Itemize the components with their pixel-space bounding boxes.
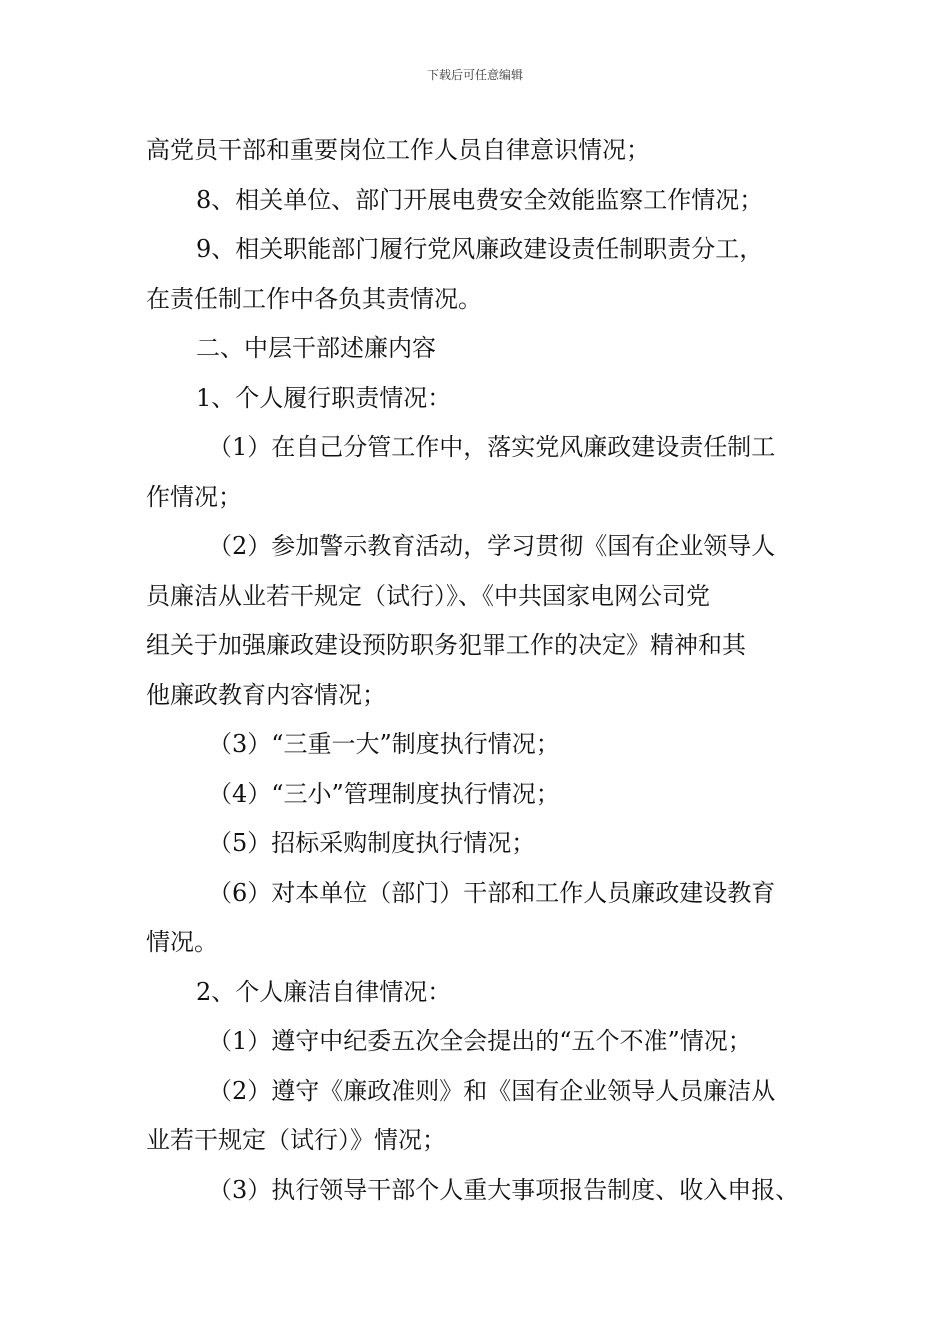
subsection-heading: 1、个人履行职责情况： [196, 383, 452, 412]
subsection-heading: 2、个人廉洁自律情况： [196, 977, 452, 1006]
paragraph-line: 情况。 [146, 928, 218, 956]
paragraph-line: 员廉洁从业若干规定（试行）》、《中共国家电网公司党 [146, 581, 710, 610]
paragraph-line: 8、相关单位、部门开展电费安全效能监察工作情况； [196, 185, 764, 214]
paragraph-line: （1）遵守中纪委五次全会提出的“五个不准”情况； [208, 1027, 752, 1055]
paragraph-line: （6）对本单位（部门）干部和工作人员廉政建设教育 [208, 878, 776, 907]
paragraph-line: （2）参加警示教育活动，学习贯彻《国有企业领导人 [208, 532, 776, 560]
page-header: 下载后可任意编辑 [426, 68, 523, 82]
paragraph-line: 他廉政教育内容情况； [146, 680, 386, 709]
paragraph-line: 高党员干部和重要岗位工作人员自律意识情况； [146, 136, 650, 164]
paragraph-line: 组关于加强廉政建设预防职务犯罪工作的决定》精神和其 [146, 631, 746, 659]
paragraph-line: 作情况； [146, 482, 242, 511]
paragraph-line: （3）执行领导干部个人重大事项报告制度、收入申报、 [208, 1175, 800, 1204]
paragraph-line: 9、相关职能部门履行党风廉政建设责任制职责分工， [196, 235, 764, 263]
paragraph-line: 在责任制工作中各负其责情况。 [146, 284, 482, 313]
paragraph-line: （2）遵守《廉政准则》和《国有企业领导人员廉洁从 [208, 1076, 776, 1105]
paragraph-line: （3）“三重一大”制度执行情况； [208, 730, 560, 758]
paragraph-line: （1）在自己分管工作中，落实党风廉政建设责任制工 [208, 433, 776, 461]
document-body [146, 126, 826, 1215]
paragraph-line: 业若干规定（试行）》情况； [146, 1126, 446, 1154]
paragraph-line: （5）招标采购制度执行情况； [208, 829, 536, 857]
paragraph-line: （4）“三小”管理制度执行情况； [208, 779, 560, 808]
section-heading: 二、中层干部述廉内容 [196, 334, 436, 362]
